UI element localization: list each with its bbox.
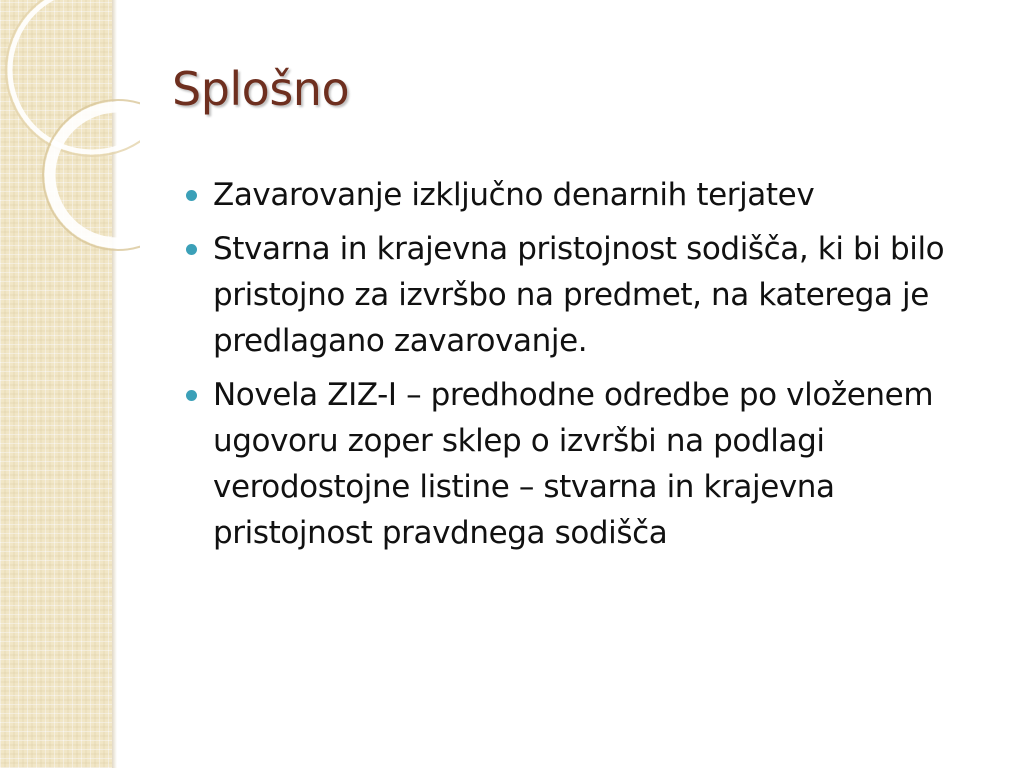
bullet-text: Novela ZIZ-I – predhodne odredbe po vloženem ugovoru zoper sklep o izvršbi na podlagi verodostojne listine – stvarna in krajevna pristojnost pravdnega sodišča [213,377,934,551]
decorative-ring-bottom [50,107,140,243]
bullet-item [186,226,996,364]
decorative-ring-bottom-shadow [43,100,140,250]
bullet-dot-icon [186,190,197,201]
bullet-list [186,172,996,564]
bullet-item [186,372,996,556]
decorative-rings [0,0,140,260]
bullet-dot-icon [186,390,197,401]
bullet-text: Stvarna in krajevna pristojnost sodišča, ki bi bilo pristojno za izvršbo na predmet, na katerega je predlagano zavarovanje. [213,231,945,359]
bullet-item [186,172,996,218]
bullet-text: Zavarovanje izključno denarnih terjatev [213,177,815,213]
slide-title: Splošno [172,62,350,116]
bullet-dot-icon [186,244,197,255]
